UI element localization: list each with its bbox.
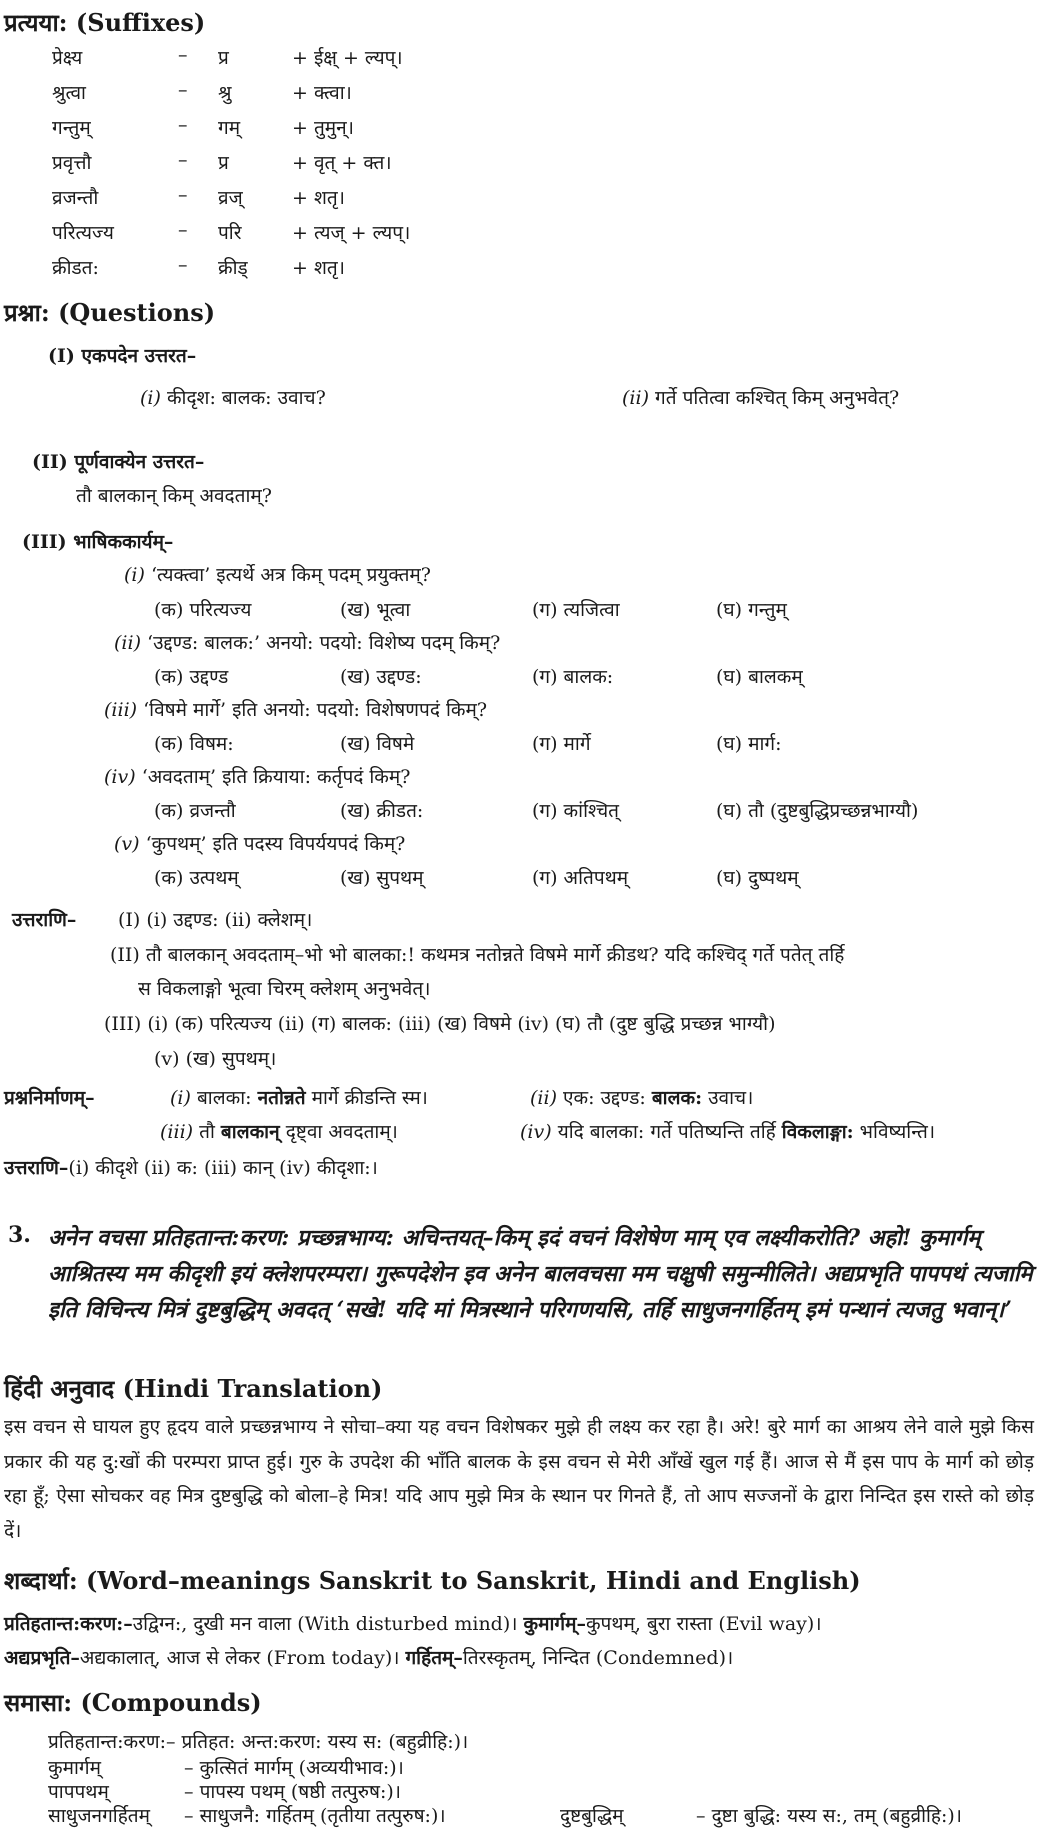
answers-2 bbox=[4, 1154, 378, 1180]
qm-text: दृष्ट्वा अवदताम्। bbox=[285, 1121, 398, 1143]
suffix-formula: + क्त्वा। bbox=[292, 82, 352, 104]
part1-question-2 bbox=[622, 384, 899, 410]
qm-bold: नतोन्नते bbox=[257, 1087, 306, 1109]
part3-question bbox=[114, 629, 500, 655]
suffix-word: गन्तुम् bbox=[52, 117, 91, 139]
suffix-word: प्रेक्ष्य bbox=[52, 47, 83, 69]
passage-text: अनेन वचसा प्रतिहतान्त:करण: प्रच्छन्नभाग्य: अचिन्तयत्–किम् इदं वचनं विशेषेण माम् एव लक्ष्यीकरोति? अहो! कुमार्गम् आश्रितस्य मम कीदृशी इयं क्लेशपरम्परा। गुरूपदेशेन इव अनेन बालवचसा मम चक्षुषी समुन्मीलिते। अद्यप्रभृति पापपथं त्यजामि इति विचिन्त्य मित्रं दुष्टबुद्धिम् अवदत् ‘सखे! यदि मां मित्रस्थाने परिगणयसि, तर्हि साधुजनगर्हितम् इमं पन्थानं त्यजतु भवान्।’ bbox=[48, 1225, 1033, 1323]
compound-word: दुष्टबुद्धिम् bbox=[560, 1805, 624, 1827]
translation-text: इस वचन से घायल हुए हृदय वाले प्रच्छन्नभाग्य ने सोचा–क्या यह वचन विशेषकर मुझे ही लक्ष्य कर रहा है। अरे! बुरे मार्ग का आश्रय लेने वाले मुझे किस प्रकार की यह दु:खों की परम्परा प्राप्त हुई। गुरु के उपदेश की भाँति बालक के इस वचन से मेरी आँखें खुल गई हैं। आज से मैं इस पाप के मार्ग को छोड़ रहा हूँ; ऐसा सोचकर वह मित्र दुष्टबुद्धि को बोला–हे मित्र! यदि आप मुझे मित्र के स्थान पर गिनते हैं, तो आप सज्जनों के द्वारा निन्दित इस रास्ते को छोड़ दें। bbox=[4, 1416, 1034, 1542]
suffixes-heading-dev: प्रत्यया: bbox=[4, 8, 68, 37]
suffix-dash: – bbox=[178, 149, 188, 171]
option-kha: (ख) सुपथम् bbox=[340, 867, 424, 889]
translation-heading-en: (Hindi Translation) bbox=[122, 1374, 383, 1403]
suffix-root: क्रीड् bbox=[218, 257, 248, 279]
suffix-root: श्रु bbox=[218, 82, 232, 104]
compounds-heading-en: (Compounds) bbox=[80, 1688, 262, 1717]
compound-text: – दुष्टा बुद्धि: यस्य स:, तम् (बहुव्रीहि:)। bbox=[696, 1805, 963, 1827]
compound-row bbox=[48, 1728, 468, 1754]
qm-item-2 bbox=[530, 1084, 753, 1110]
q-text: कीदृश: बालक: उवाच? bbox=[166, 387, 326, 409]
qm-item-1 bbox=[170, 1084, 428, 1110]
option-ga: (ग) अतिपथम् bbox=[532, 867, 629, 889]
qm-item-3 bbox=[160, 1118, 398, 1144]
word-meaning-line-1 bbox=[4, 1610, 822, 1636]
compound-text: – कुत्सितं मार्गम् (अव्ययीभाव:)। bbox=[184, 1757, 404, 1779]
qm-bold: बालकान् bbox=[220, 1121, 280, 1143]
suffix-word: परित्यज्य bbox=[52, 222, 114, 244]
wm-text: उद्विग्न:, दुखी मन वाला (With disturbed mind)। bbox=[132, 1613, 518, 1635]
option-kha: (ख) विषमे bbox=[340, 733, 415, 755]
suffixes-heading-en: (Suffixes) bbox=[75, 8, 206, 37]
part1-label: (I) एकपदेन उत्तरत– bbox=[48, 345, 197, 367]
option-ka: (क) उत्पथम् bbox=[154, 867, 239, 889]
part3-question bbox=[124, 561, 431, 587]
qm-text: भविष्यन्ति। bbox=[859, 1121, 936, 1143]
q-num: (i) bbox=[140, 387, 161, 409]
compound-text: – साधुजनै: गर्हितम् (तृतीया तत्पुरुष:)। bbox=[184, 1805, 446, 1827]
compound-word: प्रतिहतान्त:करण:– bbox=[48, 1731, 176, 1753]
qm-text: यदि बालका: गर्ते पतिष्यन्ति तर्हि bbox=[557, 1121, 776, 1143]
wm-text: अद्यकालात्, आज से लेकर (From today)। bbox=[79, 1647, 400, 1669]
qm-item-4 bbox=[520, 1118, 935, 1144]
option-gha: (घ) बालकम् bbox=[716, 666, 803, 688]
word-meanings-heading-en: (Word–meanings Sanskrit to Sanskrit, Hindi and English) bbox=[86, 1566, 861, 1595]
q-text: ‘त्यक्त्वा’ इत्यर्थे अत्र किम् पदम् प्रयुक्तम्? bbox=[150, 564, 431, 586]
option-ka: (क) व्रजन्तौ bbox=[154, 800, 236, 822]
suffix-dash: – bbox=[178, 184, 188, 206]
q-num: (ii) bbox=[530, 1087, 557, 1109]
answer-2-line2: स विकलाङ्गो भूत्वा चिरम् क्लेशम् अनुभवेत्। bbox=[138, 978, 431, 1000]
questions-heading bbox=[4, 296, 215, 329]
compound-text: – पापस्य पथम् (षष्ठी तत्पुरुष:)। bbox=[184, 1781, 401, 1803]
option-gha: (घ) गन्तुम् bbox=[716, 599, 787, 621]
q-num: (iii) bbox=[104, 699, 138, 721]
option-kha: (ख) उद्दण्ड: bbox=[340, 666, 422, 688]
compound-word: कुमार्गम् bbox=[48, 1757, 101, 1779]
suffix-root: व्रज् bbox=[218, 187, 243, 209]
q-text: ‘कुपथम्’ इति पदस्य विपर्ययपदं किम्? bbox=[145, 833, 406, 855]
option-gha: (घ) दुष्पथम् bbox=[716, 867, 799, 889]
compound-word: पापपथम् bbox=[48, 1781, 109, 1803]
wm-word: कुमार्गम्– bbox=[523, 1613, 586, 1635]
qm-text: तौ bbox=[199, 1121, 215, 1143]
compound-row bbox=[560, 1802, 962, 1828]
wm-word: प्रतिहतान्त:करण:– bbox=[4, 1613, 133, 1635]
option-kha: (ख) क्रीडत: bbox=[340, 800, 424, 822]
suffix-dash: – bbox=[178, 219, 188, 241]
questions-heading-en: (Questions) bbox=[58, 298, 216, 327]
option-gha: (घ) मार्ग: bbox=[716, 733, 782, 755]
qm-bold: बालक: bbox=[651, 1087, 703, 1109]
option-gha: (घ) तौ (दुष्टबुद्धिप्रच्छन्नभाग्यौ) bbox=[716, 800, 919, 822]
option-ga: (ग) बालक: bbox=[532, 666, 614, 688]
translation-heading-dev: हिंदी अनुवाद bbox=[4, 1374, 115, 1403]
suffix-word: व्रजन्तौ bbox=[52, 187, 99, 209]
suffix-word: प्रवृत्तौ bbox=[52, 152, 92, 174]
q-text: ‘विषमे मार्गे’ इति अनयो: पदयो: विशेषणपदं किम्? bbox=[143, 699, 488, 721]
part3-label: (III) भाषिककार्यम्– bbox=[22, 531, 174, 553]
suffixes-heading bbox=[4, 6, 205, 39]
part3-question bbox=[104, 763, 410, 789]
qm-text: उवाच। bbox=[708, 1087, 754, 1109]
compounds-heading bbox=[4, 1686, 262, 1719]
suffix-formula: + वृत् + क्त। bbox=[292, 152, 392, 174]
q-num: (iii) bbox=[160, 1121, 194, 1143]
suffix-word: क्रीडत: bbox=[52, 257, 99, 279]
q-num: (i) bbox=[124, 564, 145, 586]
suffix-dash: – bbox=[178, 114, 188, 136]
suffix-root: प्र bbox=[218, 152, 229, 174]
compound-row bbox=[48, 1754, 404, 1780]
suffix-formula: + शतृ। bbox=[292, 187, 345, 209]
q-num: (i) bbox=[170, 1087, 191, 1109]
suffix-formula: + शतृ। bbox=[292, 257, 345, 279]
suffix-dash: – bbox=[178, 79, 188, 101]
option-kha: (ख) भूत्वा bbox=[340, 599, 411, 621]
part2-question: तौ बालकान् किम् अवदताम्? bbox=[76, 485, 272, 507]
suffix-dash: – bbox=[178, 44, 188, 66]
answer-1: (I) (i) उद्दण्ड: (ii) क्लेशम्। bbox=[118, 909, 313, 931]
option-ka: (क) उद्दण्ड bbox=[154, 666, 229, 688]
suffix-formula: + तुमुन्। bbox=[292, 117, 354, 139]
suffix-formula: + ईक्ष् + ल्यप्। bbox=[292, 47, 403, 69]
question-making-label: प्रश्ननिर्माणम्– bbox=[4, 1087, 95, 1109]
answer-3-line2: (v) (ख) सुपथम्। bbox=[154, 1048, 277, 1070]
option-ga: (ग) त्यजित्वा bbox=[532, 599, 620, 621]
suffix-dash: – bbox=[178, 254, 188, 276]
wm-text: तिरस्कृतम्, निन्दित (Condemned)। bbox=[462, 1647, 734, 1669]
part3-question bbox=[114, 830, 405, 856]
part2-label: (II) पूर्णवाक्येन उत्तरत– bbox=[32, 451, 205, 473]
q-num: (ii) bbox=[622, 387, 649, 409]
compound-row bbox=[48, 1778, 401, 1804]
qm-text: मार्गे क्रीडन्ति स्म। bbox=[311, 1087, 428, 1109]
suffix-root: प्र bbox=[218, 47, 229, 69]
word-meaning-line-2 bbox=[4, 1644, 733, 1670]
part3-question bbox=[104, 696, 487, 722]
answers-label: उत्तराणि– bbox=[12, 909, 77, 931]
suffix-word: श्रुत्वा bbox=[52, 82, 86, 104]
qm-bold: विकलाङ्गा: bbox=[781, 1121, 854, 1143]
q-num: (v) bbox=[114, 833, 140, 855]
q-num: (iv) bbox=[520, 1121, 552, 1143]
wm-text: कुपथम्, बुरा रास्ता (Evil way)। bbox=[585, 1613, 822, 1635]
answer-2-line1: (II) तौ बालकान् अवदताम्–भो भो बालका:! कथमत्र नतोन्नते विषमे मार्गे क्रीडथ? यदि कश्चिद् गर्ते पतेत् तर्हि bbox=[110, 944, 845, 966]
q-text: ‘अवदताम्’ इति क्रियाया: कर्तृपदं किम्? bbox=[141, 766, 411, 788]
q-text: ‘उद्दण्ड: बालक:’ अनयो: पदयो: विशेष्य पदम् किम्? bbox=[147, 632, 501, 654]
questions-heading-dev: प्रश्ना: bbox=[4, 298, 50, 327]
q-num: (iv) bbox=[104, 766, 136, 788]
part1-question-1 bbox=[140, 384, 326, 410]
option-ga: (ग) मार्गे bbox=[532, 733, 591, 755]
wm-word: गर्हितम्– bbox=[405, 1647, 463, 1669]
option-ga: (ग) कांश्चित् bbox=[532, 800, 619, 822]
qm-text: बालका: bbox=[196, 1087, 252, 1109]
compound-row bbox=[48, 1802, 446, 1828]
compounds-heading-dev: समासा: bbox=[4, 1688, 73, 1717]
translation-heading bbox=[4, 1372, 382, 1405]
compound-text: प्रतिहत: अन्त:करण: यस्य स: (बहुव्रीहि:)। bbox=[181, 1731, 469, 1753]
word-meanings-heading bbox=[4, 1564, 861, 1597]
word-meanings-heading-dev: शब्दार्था: bbox=[4, 1566, 78, 1595]
answer-3-line1: (III) (i) (क) परित्यज्य (ii) (ग) बालक: (iii) (ख) विषमे (iv) (घ) तौ (दुष्ट बुद्धि प्रच्छन्न भाग्यौ) bbox=[104, 1013, 776, 1035]
option-ka: (क) परित्यज्य bbox=[154, 599, 252, 621]
q-num: (ii) bbox=[114, 632, 141, 654]
option-ka: (क) विषम: bbox=[154, 733, 234, 755]
suffix-formula: + त्यज् + ल्यप्। bbox=[292, 222, 411, 244]
wm-word: अद्यप्रभृति– bbox=[4, 1647, 80, 1669]
answers-text: (i) कीदृशे (ii) क: (iii) कान् (iv) कीदृशा:। bbox=[68, 1157, 378, 1179]
suffix-root: परि bbox=[218, 222, 242, 244]
answers-label: उत्तराणि– bbox=[4, 1157, 69, 1179]
compound-word: साधुजनगर्हितम् bbox=[48, 1805, 150, 1827]
passage-number: 3. bbox=[8, 1222, 31, 1248]
qm-text: एक: उद्दण्ड: bbox=[563, 1087, 646, 1109]
suffix-root: गम् bbox=[218, 117, 241, 139]
q-text: गर्ते पतित्वा कश्चित् किम् अनुभवेत्? bbox=[655, 387, 900, 409]
